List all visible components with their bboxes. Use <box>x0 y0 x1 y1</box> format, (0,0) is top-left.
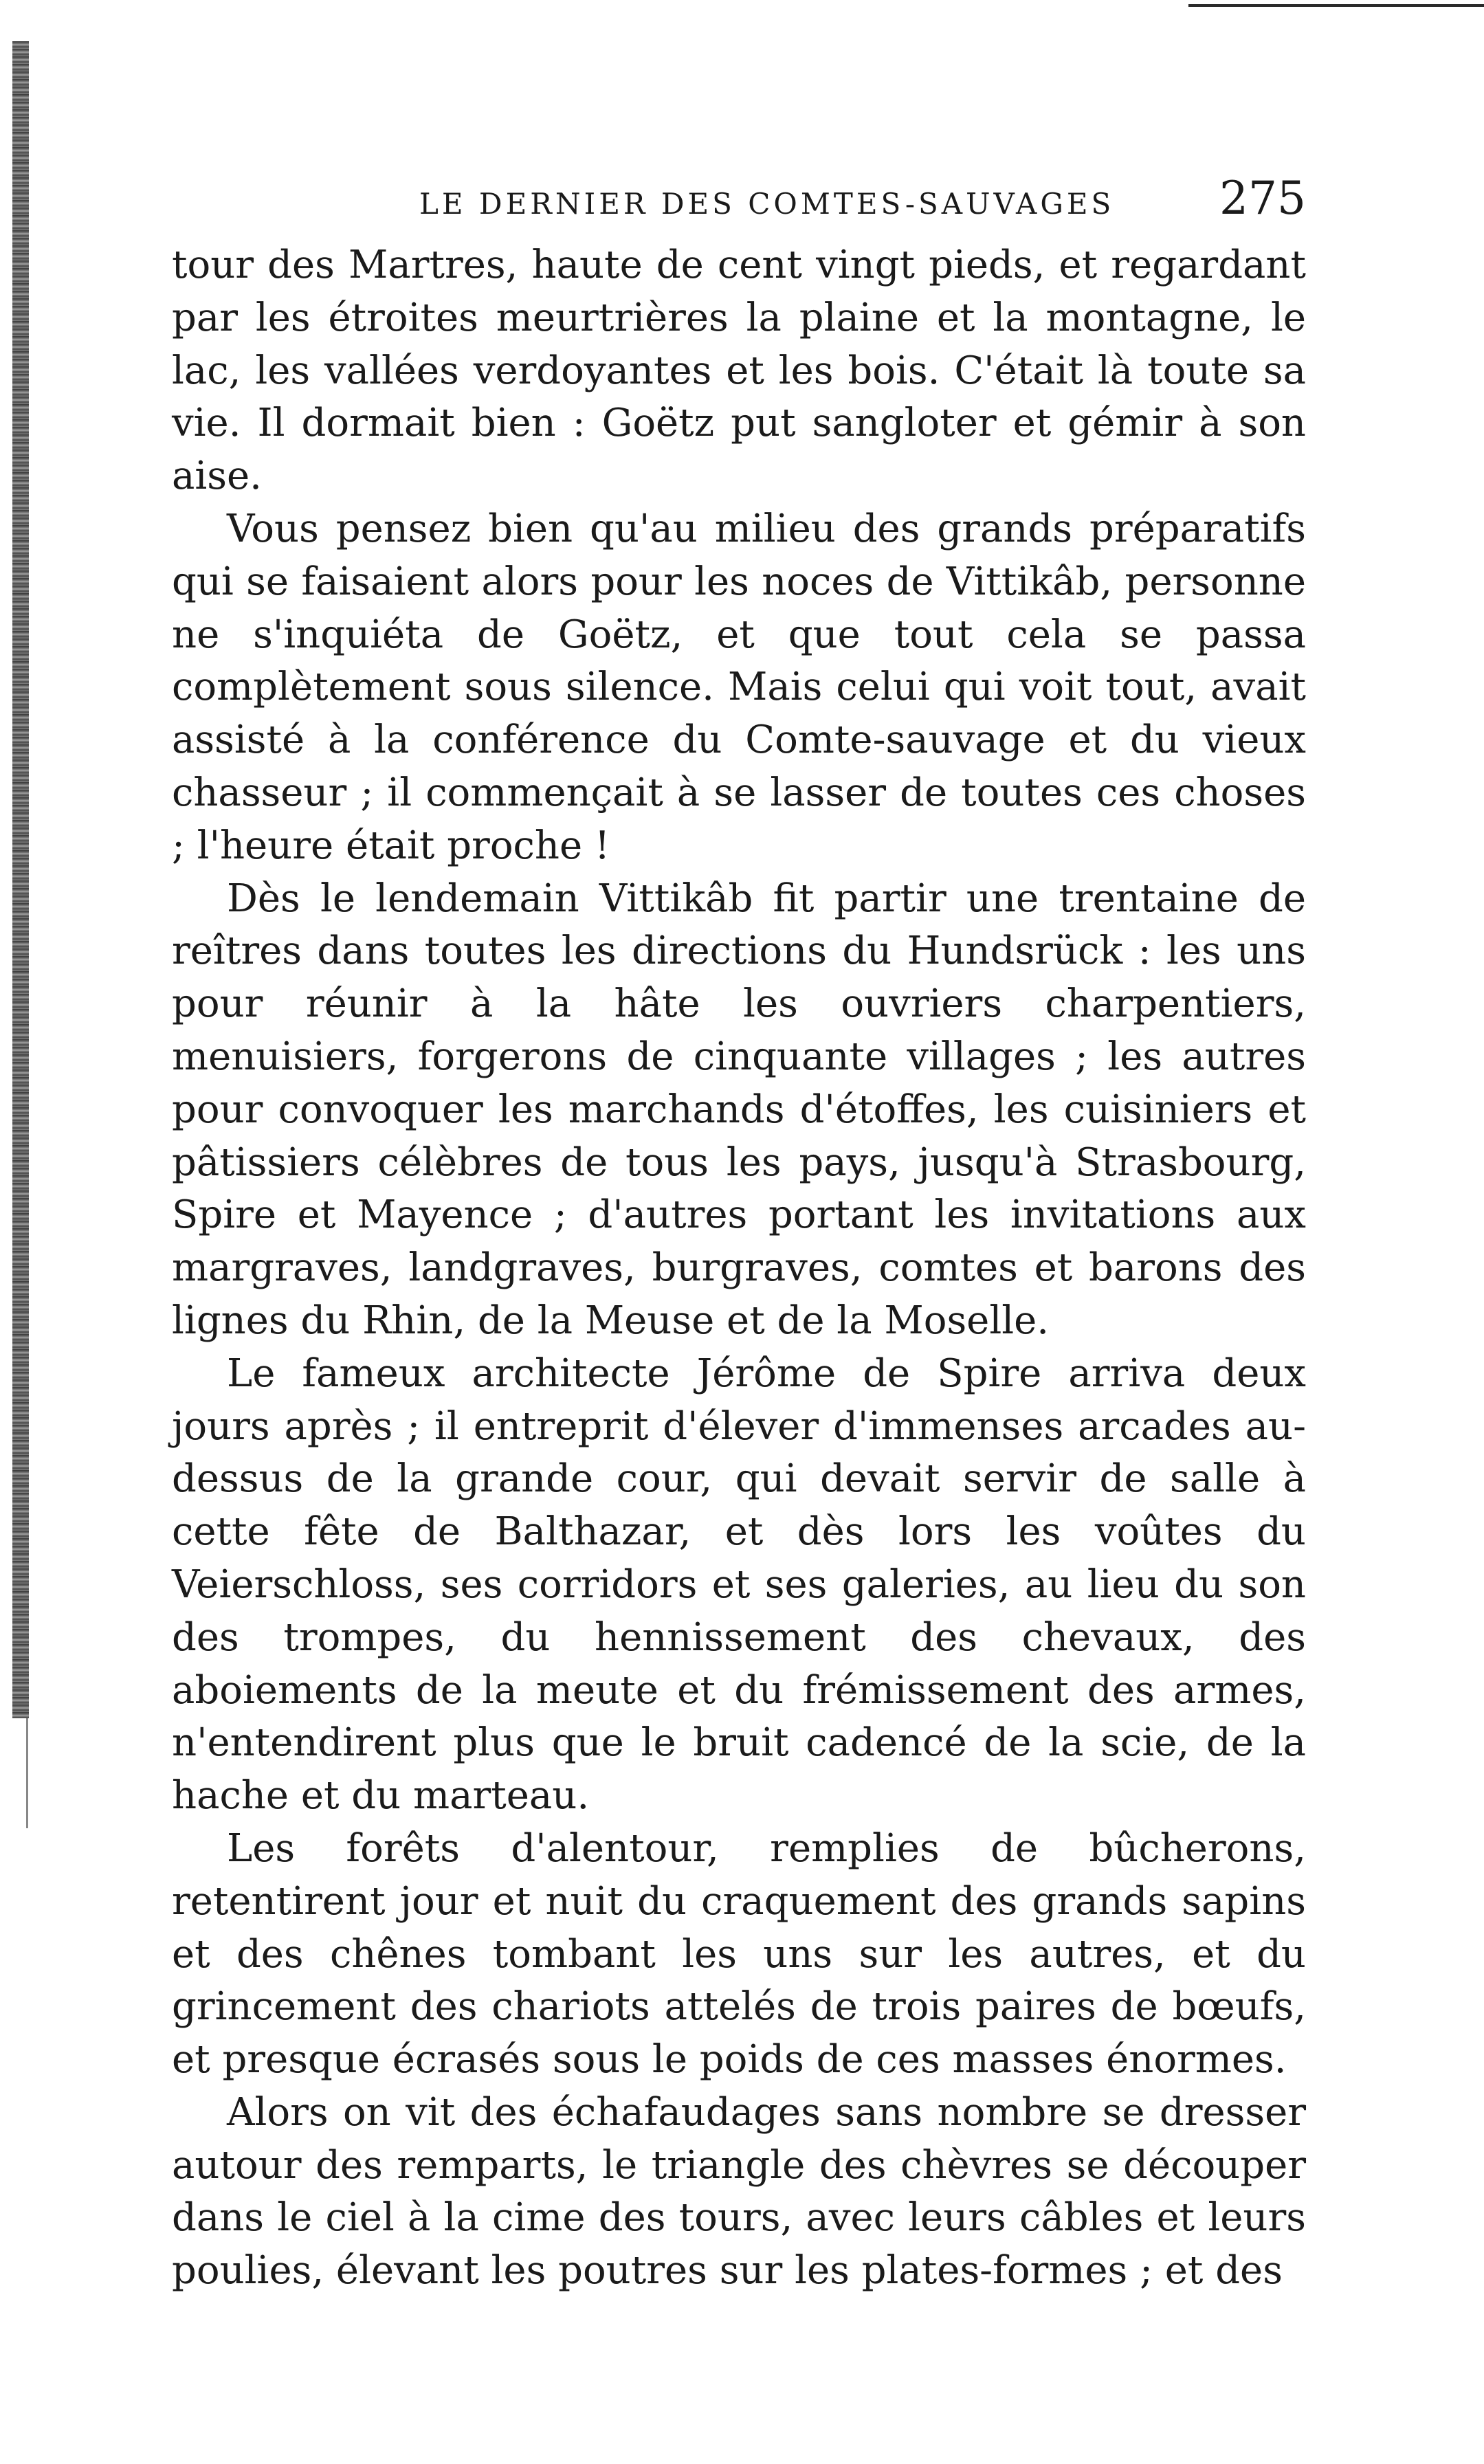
running-title: LE DERNIER DES COMTES-SAUVAGES <box>419 187 1115 221</box>
paragraph: Le fameux architecte Jérôme de Spire arriva deux jours après ; il entreprit d'élever d'immenses arcades au-dessus de la grande cour, qui devait servir de salle à cette fête de Balthazar, et dès lors les voûtes du Veierschloss, ses corridors et ses galeries, au lieu du son des trompes, du hennissement des chevaux, des aboiements de la meute et du frémissement des armes, n'entendirent plus que le bruit cadencé de la scie, de la hache et du marteau. <box>172 1351 1306 1819</box>
binding-edge <box>12 41 29 1718</box>
page-header <box>172 172 1306 234</box>
paragraph: Vous pensez bien qu'au milieu des grands préparatifs qui se faisaient alors pour les noces de Vittikâb, personne ne s'inquiéta de Goëtz, et que tout cela se passa complètement sous silence. Mais celui qui voit tout, avait assisté à la conférence du Comte-sauvage et du vieux chasseur ; il commençait à se lasser de toutes ces choses ; l'heure était proche ! <box>172 506 1306 868</box>
binding-edge-mark <box>26 1718 28 1828</box>
top-edge-rule <box>1188 4 1484 7</box>
paragraph: Alors on vit des échafaudages sans nombre se dresser autour des remparts, le triangle des chèvres se découper dans le ciel à la cime des tours, avec leurs câbles et leurs poulies, élevant les poutres sur les plates-formes ; et des <box>172 2089 1306 2294</box>
body-text <box>172 239 1306 2298</box>
paragraph: Les forêts d'alentour, remplies de bûcherons, retentirent jour et nuit du craquement des grands sapins et des chênes tombant les uns sur les autres, et du grincement des chariots attelés de trois paires de bœufs, et presque écrasés sous le poids de ces masses énormes. <box>172 1825 1306 2083</box>
paragraph-continuation: tour des Martres, haute de cent vingt pieds, et regardant par les étroites meurtrières la plaine et la montagne, le lac, les vallées verdoyantes et les bois. C'était là toute sa vie. Il dormait bien : Goëtz put sangloter et gémir à son aise. <box>172 243 1306 499</box>
paragraph: Dès le lendemain Vittikâb fit partir une trentaine de reîtres dans toutes les directions du Hundsrück : les uns pour réunir à la hâte les ouvriers charpentiers, menuisiers, forgerons de cinquante villages ; les autres pour convoquer les marchands d'étoffes, les cuisiniers et pâtissiers célèbres de tous les pays, jusqu'à Strasbourg, Spire et Mayence ; d'autres portant les invitations aux margraves, landgraves, burgraves, comtes et barons des lignes du Rhin, de la Meuse et de la Moselle. <box>172 876 1306 1343</box>
page-number: 275 <box>1219 172 1306 225</box>
